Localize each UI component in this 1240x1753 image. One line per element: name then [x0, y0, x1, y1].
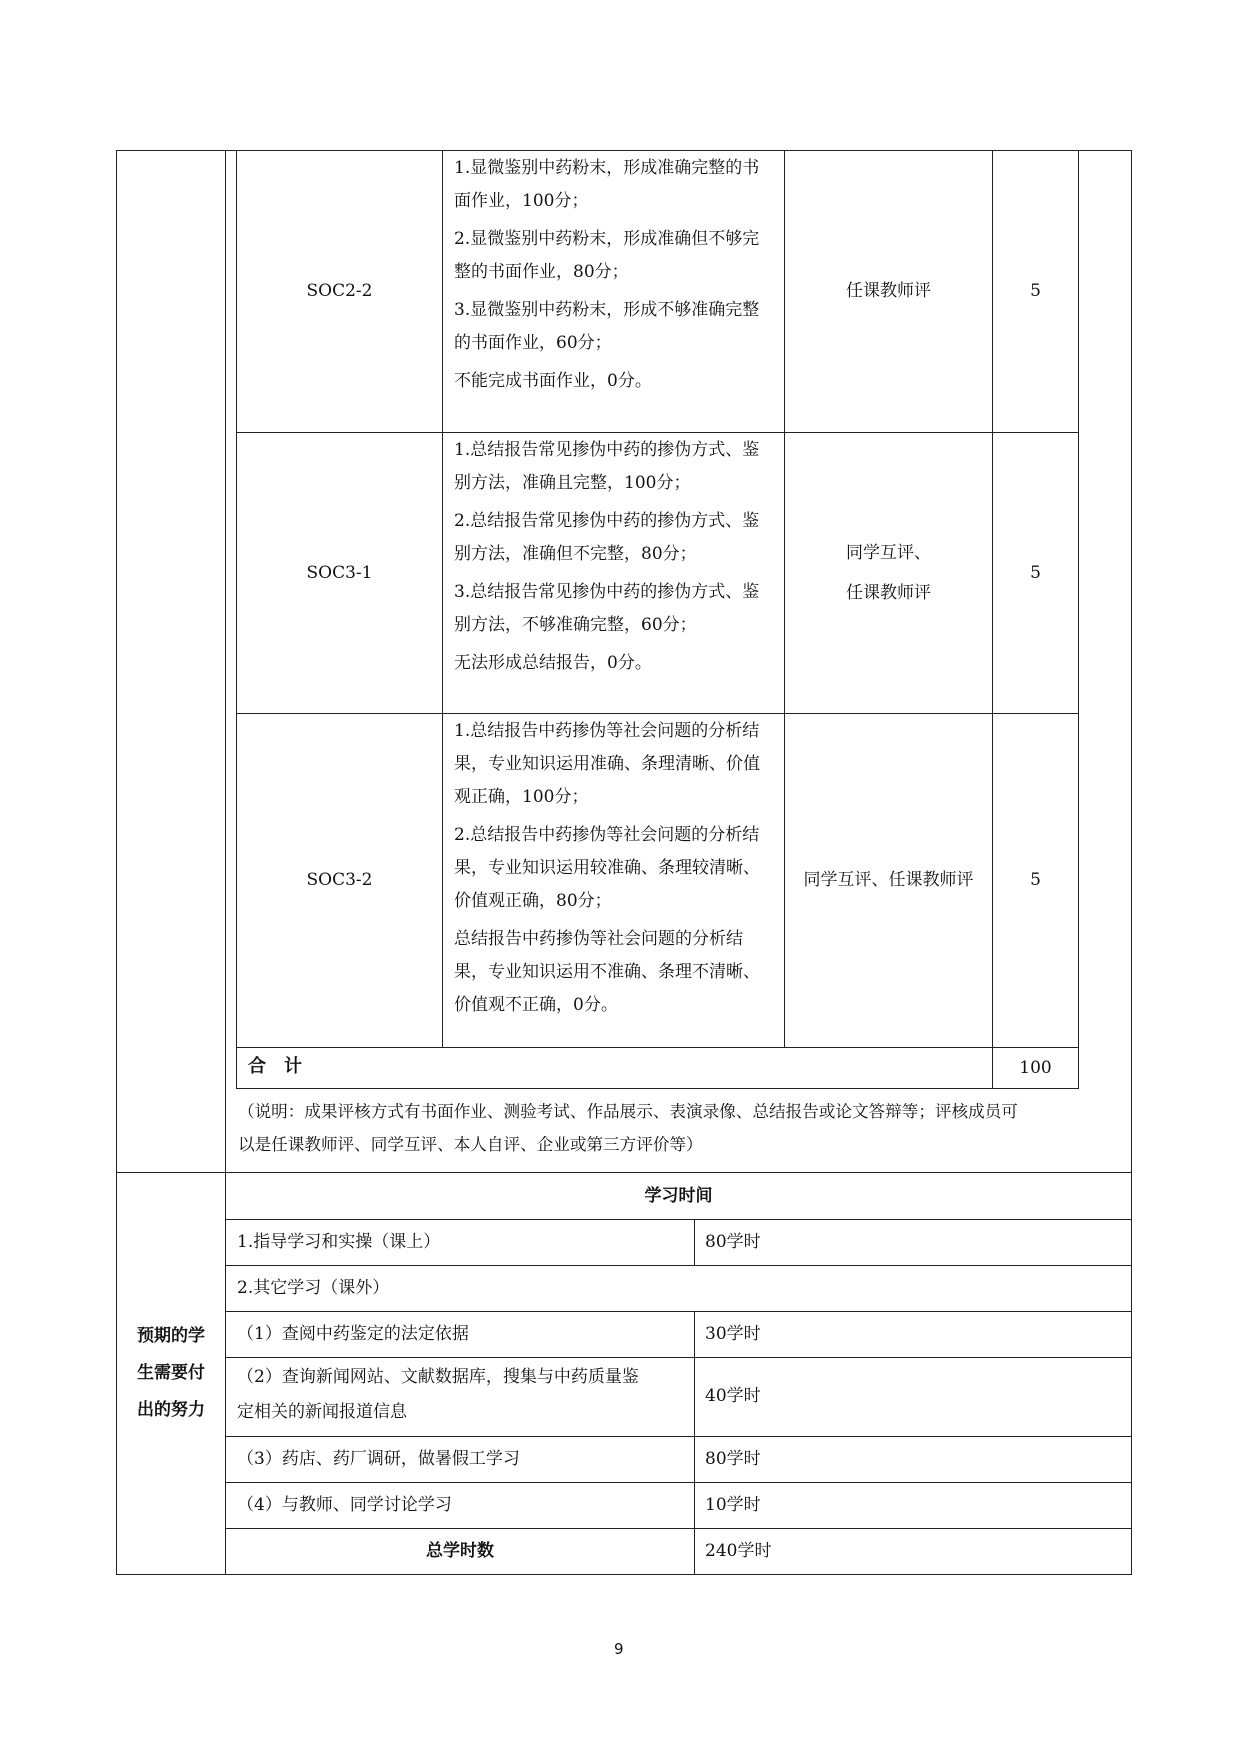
criterion: 无法形成总结报告，0分。 — [454, 653, 652, 673]
effort-label-line: 生需要付 — [137, 1362, 205, 1383]
total-value: 100 — [1019, 1057, 1052, 1078]
criterion: 2.总结报告中药掺伪等社会问题的分析结果，专业知识运用较准确、条理较清晰、价值观正确，80分； — [454, 825, 760, 911]
effort-item: （4）与教师、同学讨论学习 — [237, 1495, 452, 1515]
criteria-cell — [454, 434, 774, 685]
weight-cell: 5 — [1030, 281, 1041, 301]
effort-item: （3）药店、药厂调研，做暑假工学习 — [237, 1449, 520, 1469]
effort-label-line: 出的努力 — [137, 1399, 205, 1420]
criterion: 3.总结报告常见掺伪中药的掺伪方式、鉴别方法，不够准确完整，60分； — [454, 582, 760, 635]
effort-hours: 40学时 — [705, 1386, 761, 1406]
row-code: SOC3-2 — [306, 870, 373, 890]
criterion: 3.显微鉴别中药粉末，形成不够准确完整的书面作业，60分； — [454, 300, 760, 353]
row-divider-3 — [236, 1047, 1079, 1048]
criterion: 1.总结报告中药掺伪等社会问题的分析结果，专业知识运用准确、条理清晰、价值观正确，100分； — [454, 721, 760, 807]
inner-bottom-border — [236, 1088, 1079, 1089]
outer-right-border — [1131, 150, 1132, 1574]
effort-row-divider — [225, 1265, 1132, 1266]
evaluator-line: 任课教师评 — [846, 582, 931, 603]
criterion: 2.总结报告常见掺伪中药的掺伪方式、鉴别方法，准确但不完整，80分； — [454, 511, 760, 564]
weight-cell: 5 — [1030, 870, 1041, 890]
evaluator-cell — [785, 150, 992, 432]
effort-row-divider — [225, 1436, 1132, 1437]
effort-row-divider — [225, 1311, 1132, 1312]
effort-row-divider — [225, 1219, 1132, 1220]
effort-section-label — [117, 1172, 225, 1574]
inner-right-border — [1078, 150, 1079, 1088]
criterion: 总结报告中药掺伪等社会问题的分析结果，专业知识运用不准确、条理不清晰、价值观不正确，0分。 — [454, 929, 760, 1015]
effort-item: 2.其它学习（课外） — [237, 1278, 390, 1298]
criterion: 不能完成书面作业，0分。 — [454, 371, 652, 391]
label-column-divider — [225, 150, 226, 1574]
row-code: SOC3-1 — [306, 562, 373, 583]
criterion: 1.显微鉴别中药粉末，形成准确完整的书面作业，100分； — [454, 158, 760, 211]
assessment-note-line: 以是任课教师评、同学互评、本人自评、企业或第三方评价等） — [238, 1135, 703, 1154]
effort-hours-divider — [694, 1219, 695, 1265]
study-time-header: 学习时间 — [644, 1185, 713, 1206]
effort-item: （1）查阅中药鉴定的法定依据 — [237, 1324, 469, 1344]
effort-row-divider — [225, 1357, 1132, 1358]
weight-cell: 5 — [1030, 562, 1041, 583]
evaluator-line: 同学互评、任课教师评 — [803, 870, 974, 890]
effort-hours: 10学时 — [705, 1495, 761, 1515]
effort-hours: 80学时 — [705, 1449, 761, 1469]
effort-item: （2）查询新闻网站、文献数据库，搜集与中药质量鉴 — [237, 1367, 639, 1387]
effort-item: 1.指导学习和实操（课上） — [237, 1232, 441, 1252]
row-code: SOC2-2 — [306, 281, 373, 301]
assessment-note-line: （说明：成果评核方式有书面作业、测验考试、作品展示、表演录像、总结报告或论文答辩等；评核成员可 — [238, 1102, 1018, 1121]
page-number: 9 — [614, 1640, 624, 1658]
evaluator-line: 同学互评、 — [846, 542, 931, 563]
col-divider-code — [442, 150, 443, 1048]
effort-row-divider — [225, 1482, 1132, 1483]
total-hours-value: 240学时 — [705, 1541, 772, 1561]
outer-bottom-border — [116, 1574, 1132, 1575]
total-label: 合 计 — [248, 1056, 302, 1077]
criterion: 2.显微鉴别中药粉末，形成准确但不够完整的书面作业，80分； — [454, 229, 760, 282]
evaluator-cell — [785, 432, 992, 713]
evaluator-cell — [785, 713, 992, 1047]
criteria-cell — [454, 152, 774, 403]
effort-hours: 30学时 — [705, 1324, 761, 1344]
criteria-cell — [454, 715, 774, 1027]
effort-hours-divider — [694, 1311, 695, 1574]
evaluator-line: 任课教师评 — [846, 281, 931, 301]
effort-hours: 80学时 — [705, 1232, 761, 1252]
effort-item: 定相关的新闻报道信息 — [237, 1402, 407, 1422]
criterion: 1.总结报告常见掺伪中药的掺伪方式、鉴别方法，准确且完整，100分； — [454, 440, 760, 493]
total-hours-label: 总学时数 — [426, 1541, 494, 1561]
effort-label-line: 预期的学 — [137, 1325, 205, 1346]
